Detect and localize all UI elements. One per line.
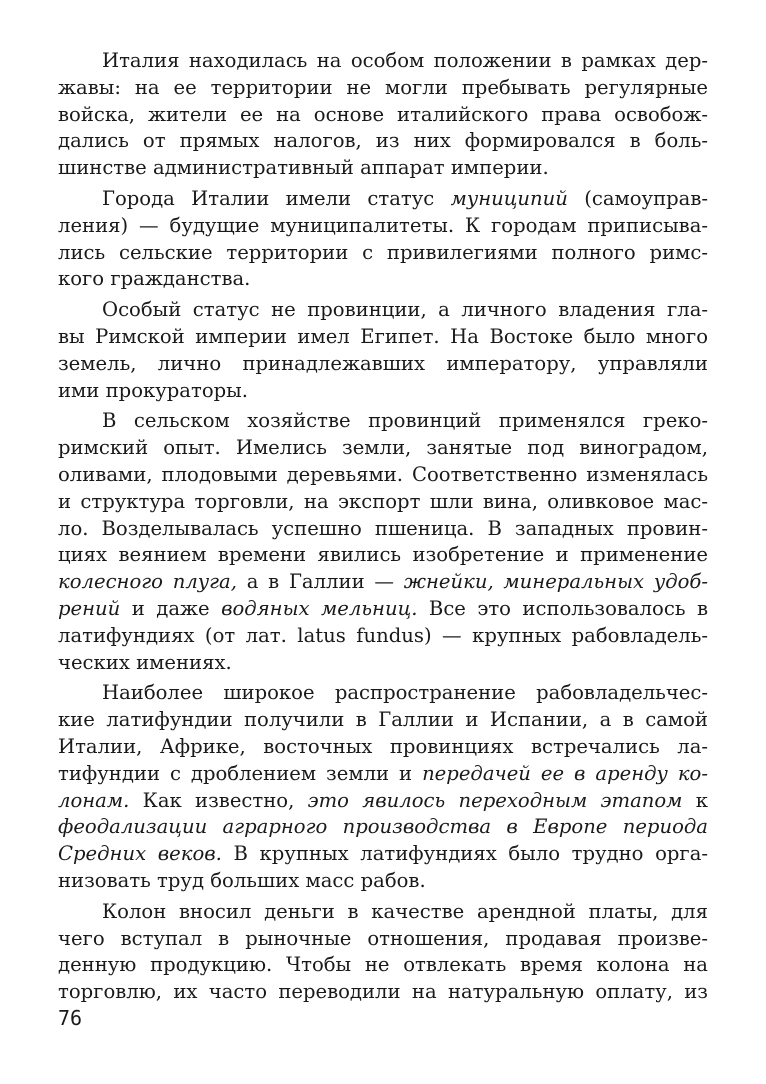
italic-term: рений (58, 596, 121, 620)
text-line: ления) — будущие муниципалитеты. К городам приписыва- (58, 213, 708, 237)
text-line: Колон вносил деньги в качестве арендной платы, для (102, 899, 708, 923)
text-line: ими прокураторы. (58, 378, 248, 402)
page-number: 76 (58, 1006, 83, 1030)
text-line: земель, лично принадлежавших императору, управляли (58, 351, 708, 375)
text-line: тифундии с дроблением земли и передачей ее в аренду ко- (58, 761, 708, 785)
text-line: Италия находилась на особом положении в рамках дер- (102, 49, 708, 72)
text-line: циях веянием времени явились изобретение и применение (58, 543, 708, 567)
italic-term: колесного плуга, (58, 570, 237, 594)
text-line: низовать труд больших масс рабов. (58, 868, 426, 892)
text-line: Особый статус не провинции, а личного владения гла- (102, 298, 708, 322)
text-line: кие латифундии получили в Галлии и Испании, а в самой (58, 708, 708, 732)
text-line: вы Римской империи имел Египет. На Востоке было много (58, 324, 708, 348)
text-line: оливами, плодовыми деревьями. Соответственно изменялась (58, 462, 708, 486)
italic-term: это явилось переходным этапом (307, 788, 683, 812)
text-line: войска, жители ее на основе италийского права освобож- (58, 102, 708, 126)
italic-term: феодализации аграрного производства в Европе периода (58, 815, 708, 839)
paragraph (58, 408, 708, 676)
paragraph (58, 680, 708, 894)
italic-term: лонам. (58, 788, 130, 812)
text-line: Средних веков. В крупных латифундиях было трудно орга- (58, 842, 708, 866)
text-line: лись сельские территории с привилегиями полного римс- (58, 240, 708, 264)
text-line: денную продукцию. Чтобы не отвлекать время колона на (58, 953, 708, 977)
italic-term: муниципий (450, 186, 568, 210)
paragraph (58, 48, 708, 182)
text-line: Города Италии имели статус муниципий (самоуправ- (102, 186, 709, 210)
text-line: В сельском хозяйстве провинций применялся греко- (102, 409, 708, 433)
text-line: колесного плуга, а в Галлии — жнейки, минеральных удоб- (58, 570, 708, 594)
text-line: чего вступал в рыночные отношения, продавая произве- (58, 926, 708, 950)
text-line: римский опыт. Имелись земли, занятые под виноградом, (58, 436, 708, 460)
italic-term: водяных мельниц. (221, 596, 418, 620)
paragraph (58, 297, 708, 404)
text-line: рений и даже водяных мельниц. Все это использовалось в (58, 596, 708, 620)
text-line: кого гражданства. (58, 267, 251, 291)
text-line (58, 814, 708, 841)
text-line: Италии, Африке, восточных провинциях встречались ла- (58, 734, 708, 758)
text-line: торговлю, их часто переводили на натуральную оплату, из (58, 980, 708, 1004)
text-line: лонам. Как известно, это явилось переходным этапом к (58, 788, 708, 812)
italic-term: Средних веков. (58, 842, 222, 866)
italic-term: жнейки, минеральных удоб- (403, 570, 708, 594)
paragraph (58, 899, 708, 1006)
text-line: ческих имениях. (58, 650, 232, 674)
text-line: латифундиях (от лат. latus fundus) — крупных рабовладель- (58, 623, 708, 647)
italic-term: передачей ее в аренду ко- (422, 761, 708, 785)
text-line: Наиболее широкое распространение рабовладельчес- (102, 681, 708, 705)
body-text (58, 48, 708, 1006)
text-line: шинстве административный аппарат империи. (58, 156, 549, 180)
text-line: и структура торговли, на экспорт шли вина, оливковое мас- (58, 489, 708, 513)
paragraph (58, 186, 708, 293)
text-line: дались от прямых налогов, из них формировался в боль- (58, 129, 708, 153)
text-line: жавы: на ее территории не могли пребывать регулярные (58, 75, 708, 99)
text-line: ло. Возделывалась успешно пшеница. В западных провин- (58, 516, 708, 540)
